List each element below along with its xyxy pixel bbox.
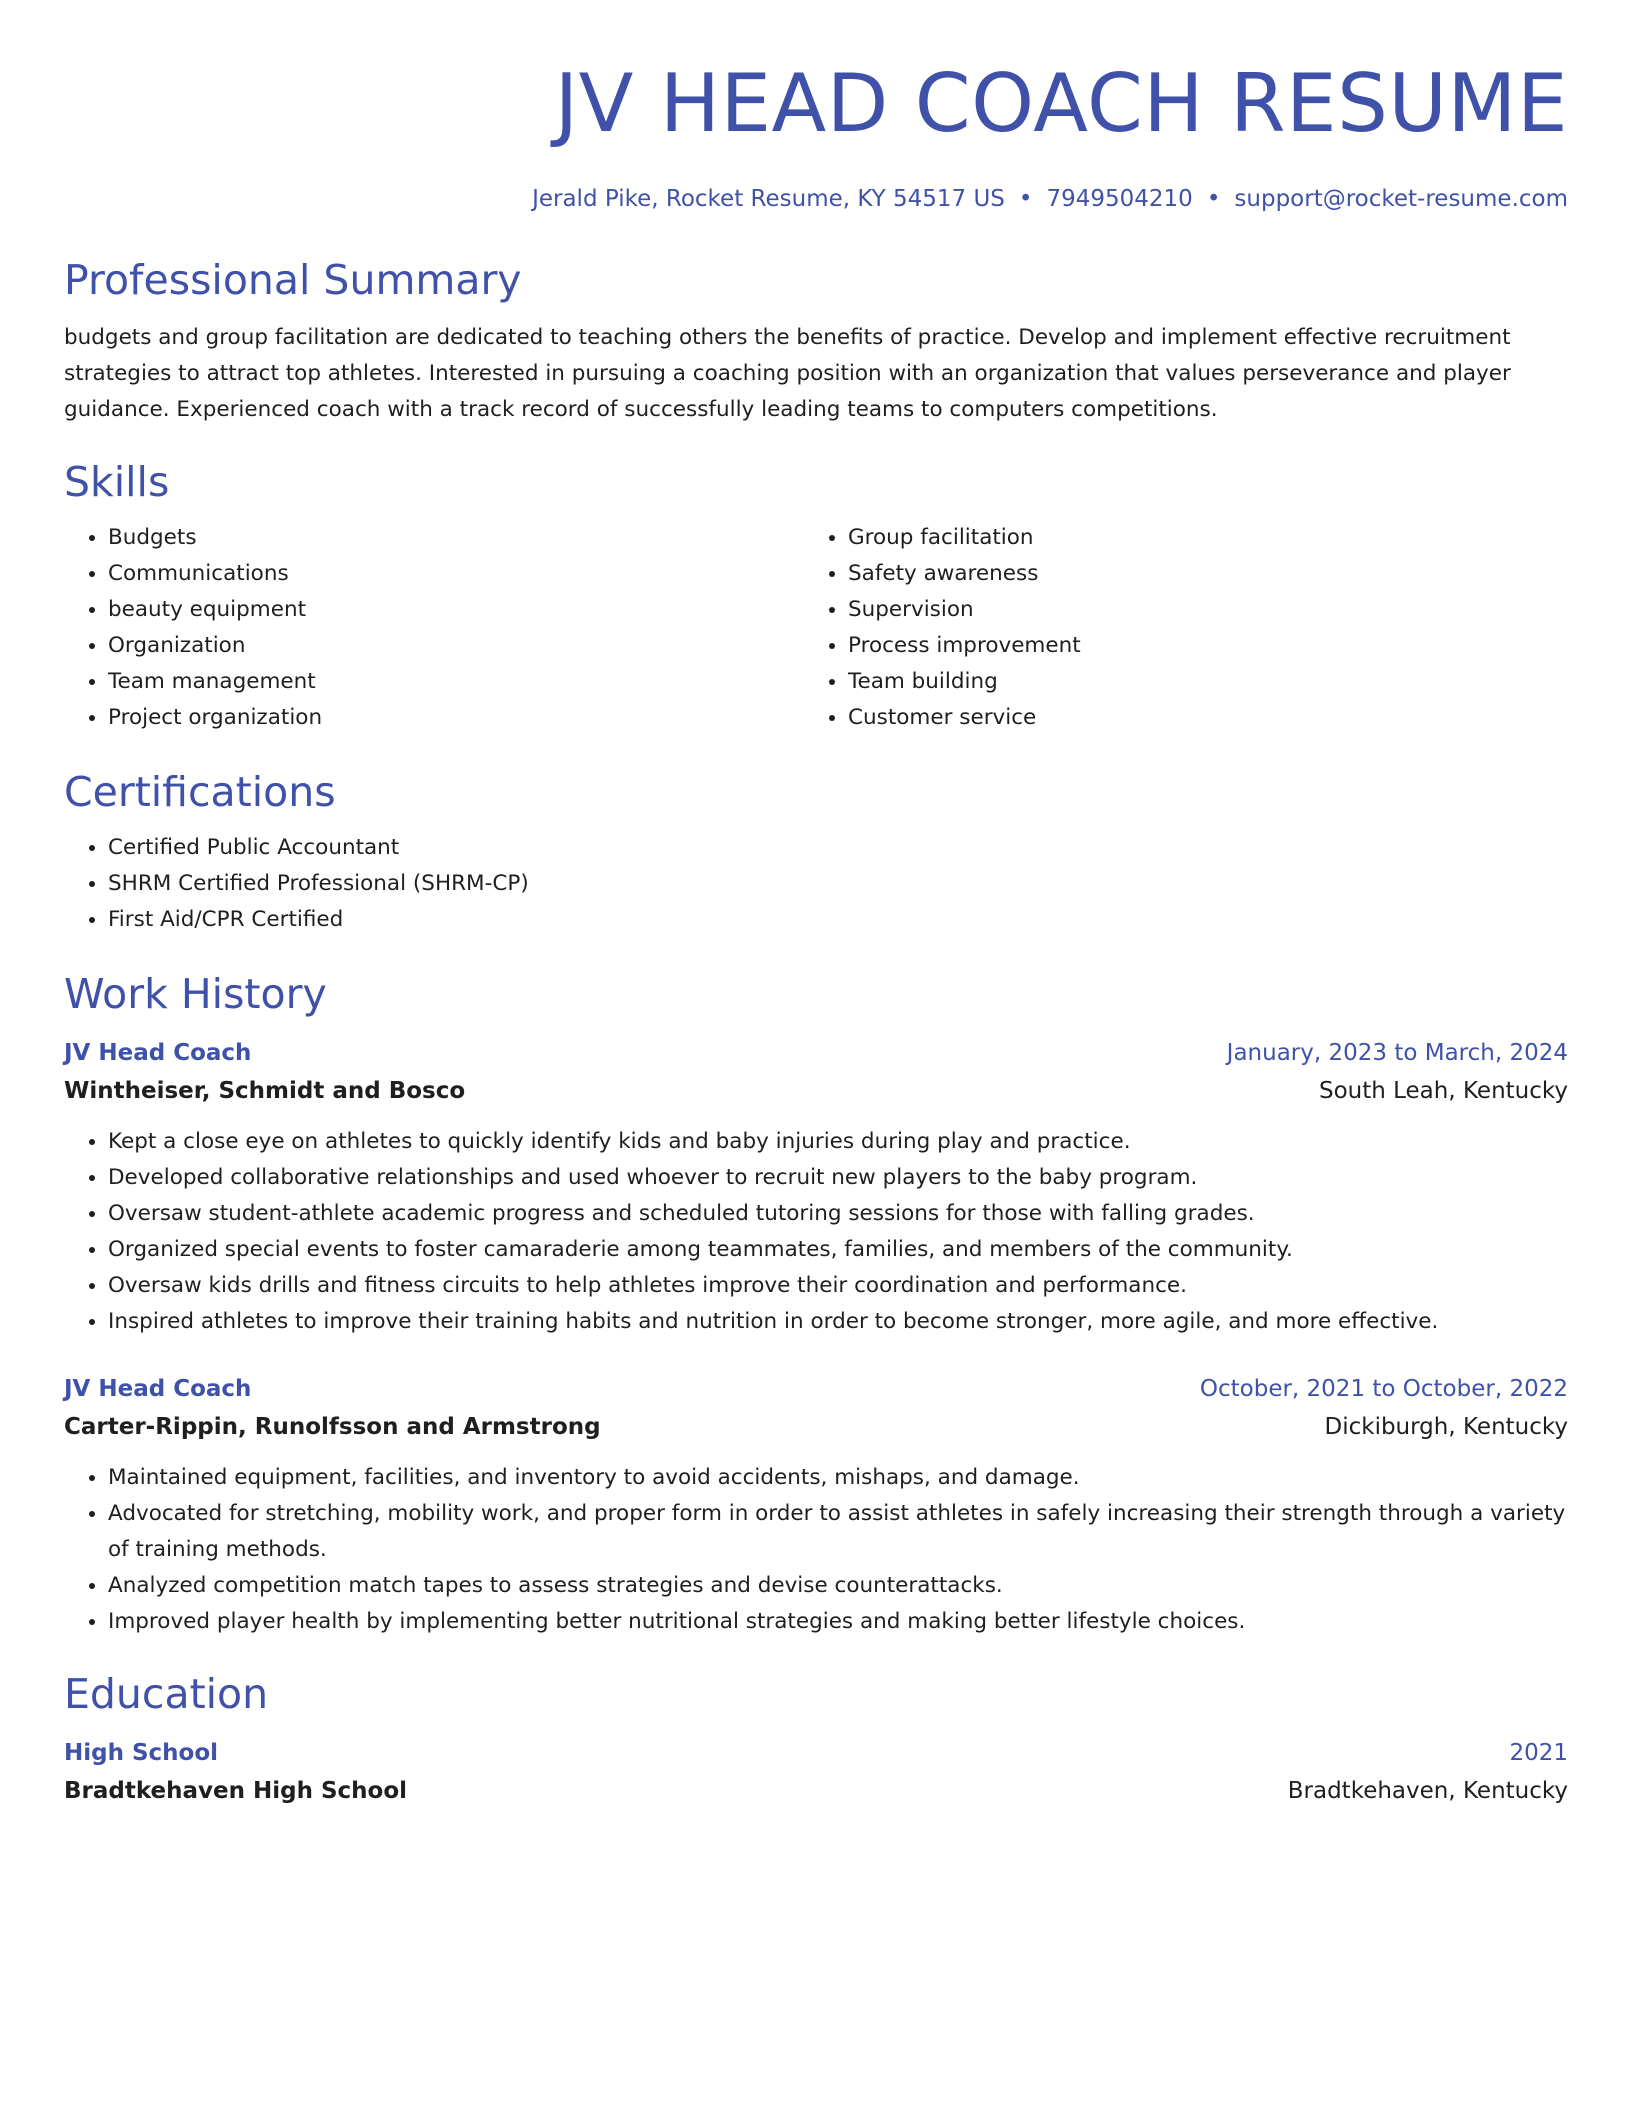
list-item: • Team building — [848, 664, 1568, 700]
job-header — [64, 1034, 1568, 1072]
job-bullets — [64, 1124, 1568, 1340]
certifications-list — [64, 830, 1568, 938]
list-item: • Customer service — [848, 700, 1568, 736]
list-item: • Team management — [108, 664, 804, 700]
list-item: • Process improvement — [848, 628, 1568, 664]
summary-text: budgets and group facilitation are dedicated to teaching others the benefits of practice. Develop and implement effective recruitment strategies to attract top athletes. Interested in pursuing a coaching position with an organization that values perseverance and player guidance. Experienced coach with a track record of successfully leading teams to computers competitions. — [64, 325, 1511, 422]
job-company-row — [64, 1408, 1568, 1446]
list-item: • Inspired athletes to improve their training habits and nutrition in order to become stronger, more agile, and more effective. — [108, 1304, 1568, 1340]
contact-email[interactable]: support@rocket-resume.com — [1234, 186, 1568, 212]
education-school-row — [64, 1772, 1568, 1810]
contact-phone[interactable]: 7949504210 — [1046, 186, 1193, 212]
list-item: • Oversaw kids drills and fitness circuits to help athletes improve their coordination and performance. — [108, 1268, 1568, 1304]
list-item: • Developed collaborative relationships and used whoever to recruit new players to the baby program. — [108, 1160, 1568, 1196]
list-item: • Budgets — [108, 520, 804, 556]
job-company: Wintheiser, Schmidt and Bosco — [64, 1078, 466, 1104]
skills-grid — [64, 520, 1568, 736]
job-entry — [64, 1370, 1568, 1640]
job-company: Carter-Rippin, Runolfsson and Armstrong — [64, 1414, 601, 1440]
section-title-certifications: Certifications — [64, 768, 336, 816]
list-item: • Supervision — [848, 592, 1568, 628]
list-item: • SHRM Certified Professional (SHRM-CP) — [108, 866, 1568, 902]
job-header — [64, 1370, 1568, 1408]
job-company-row — [64, 1072, 1568, 1110]
job-title: JV Head Coach — [64, 1040, 252, 1066]
job-entry — [64, 1034, 1568, 1340]
list-item: • Oversaw student-athlete academic progress and scheduled tutoring sessions for those with falling grades. — [108, 1196, 1568, 1232]
resume-title: JV HEAD COACH RESUME — [554, 57, 1568, 150]
list-item: • Maintained equipment, facilities, and inventory to avoid accidents, mishaps, and damage. — [108, 1460, 1568, 1496]
list-item: • Safety awareness — [848, 556, 1568, 592]
separator-dot: • — [1018, 186, 1033, 212]
list-item: • Organized special events to foster camaraderie among teammates, families, and members of the community. — [108, 1232, 1568, 1268]
skills-list-left — [64, 520, 804, 736]
education-degree: High School — [64, 1740, 219, 1766]
education-entry — [64, 1734, 1568, 1810]
separator-dot: • — [1206, 186, 1221, 212]
education-year: 2021 — [1509, 1740, 1568, 1766]
skills-list-right — [804, 520, 1568, 736]
list-item: • Organization — [108, 628, 804, 664]
job-dates: January, 2023 to March, 2024 — [1226, 1040, 1568, 1066]
section-title-education: Education — [64, 1670, 269, 1718]
list-item: • Group facilitation — [848, 520, 1568, 556]
section-title-summary: Professional Summary — [64, 256, 522, 304]
education-header — [64, 1734, 1568, 1772]
job-location: Dickiburgh, Kentucky — [1324, 1414, 1568, 1440]
list-item: • First Aid/CPR Certified — [108, 902, 1568, 938]
education-location: Bradtkehaven, Kentucky — [1287, 1778, 1568, 1804]
job-title: JV Head Coach — [64, 1376, 252, 1402]
list-item: • Analyzed competition match tapes to assess strategies and devise counterattacks. — [108, 1568, 1568, 1604]
education-school: Bradtkehaven High School — [64, 1778, 408, 1804]
section-title-work-history: Work History — [64, 970, 327, 1018]
list-item: • Communications — [108, 556, 804, 592]
job-dates: October, 2021 to October, 2022 — [1199, 1376, 1568, 1402]
list-item: • Certified Public Accountant — [108, 830, 1568, 866]
job-bullets — [64, 1460, 1568, 1640]
list-item: • Project organization — [108, 700, 804, 736]
job-location: South Leah, Kentucky — [1318, 1078, 1568, 1104]
list-item: • Improved player health by implementing better nutritional strategies and making better lifestyle choices. — [108, 1604, 1568, 1640]
list-item: • Kept a close eye on athletes to quickly identify kids and baby injuries during play and practice. — [108, 1124, 1568, 1160]
list-item: • Advocated for stretching, mobility work, and proper form in order to assist athletes in safely increasing their strength through a variety of training methods. — [108, 1496, 1568, 1568]
section-title-skills: Skills — [64, 458, 170, 506]
contact-line — [64, 184, 1568, 214]
contact-address: Jerald Pike, Rocket Resume, KY 54517 US — [532, 186, 1005, 212]
list-item: • beauty equipment — [108, 592, 804, 628]
